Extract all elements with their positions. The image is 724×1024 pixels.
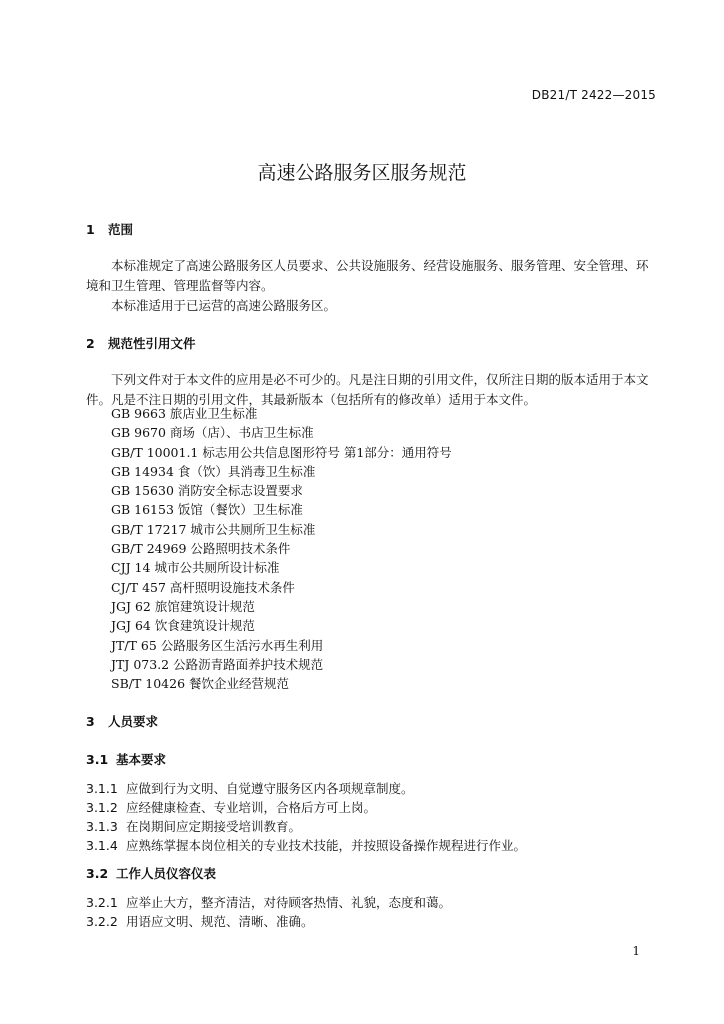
clause-3-2-2 <box>86 912 314 930</box>
subsection-title: 工作人员仪容仪表 <box>116 866 217 881</box>
section-number: 3 <box>86 714 95 729</box>
clause-text: 用语应文明、规范、清晰、准确。 <box>126 914 314 929</box>
reference-item: GB 9663 旅店业卫生标准 <box>111 406 258 421</box>
clause-number: 3.1.1 <box>86 781 118 796</box>
clause-number: 3.1.4 <box>86 838 118 853</box>
clause-number: 3.1.2 <box>86 800 118 815</box>
section-1-paragraph-2: 本标准适用于已运营的高速公路服务区。 <box>111 298 337 313</box>
clause-text: 应举止大方，整齐清洁，对待顾客热情、礼貌，态度和蔼。 <box>126 895 452 910</box>
subsection-number: 3.1 <box>86 752 109 767</box>
section-3-heading <box>86 712 158 730</box>
section-2-intro: 下列文件对于本文件的应用是必不可少的。凡是注日期的引用文件，仅所注日期的版本适用于本文件。凡是不注日期的引用文件，其最新版本（包括所有的修改单）适用于本文件。 <box>86 372 649 407</box>
section-2-heading <box>86 334 196 352</box>
clause-3-1-1 <box>86 779 414 797</box>
section-title: 范围 <box>108 222 134 237</box>
clause-3-2-1 <box>86 893 451 911</box>
section-number: 2 <box>86 336 95 351</box>
clause-3-1-3 <box>86 817 301 835</box>
clause-text: 应做到行为文明、自觉遵守服务区内各项规章制度。 <box>126 781 414 796</box>
page-number: 1 <box>632 944 640 958</box>
clause-text: 应经健康检查、专业培训，合格后方可上岗。 <box>126 800 377 815</box>
section-title: 人员要求 <box>108 714 159 729</box>
subsection-number: 3.2 <box>86 866 109 881</box>
standard-code: DB21/T 2422—2015 <box>531 88 656 102</box>
clause-number: 3.2.1 <box>86 895 118 910</box>
reference-item: JGJ 62 旅馆建筑设计规范 <box>111 598 255 614</box>
section-title: 规范性引用文件 <box>108 336 196 351</box>
reference-item: JGJ 64 饮食建筑设计规范 <box>111 618 255 634</box>
reference-item: GB/T 24969 公路照明技术条件 <box>111 541 291 557</box>
reference-item: JTJ 073.2 公路沥青路面养护技术规范 <box>111 656 324 672</box>
reference-item: GB 16153 饭馆（餐饮）卫生标准 <box>111 502 303 518</box>
section-number: 1 <box>86 222 95 237</box>
reference-item: JT/T 65 公路服务区生活污水再生利用 <box>111 637 324 653</box>
reference-item: CJ/T 457 高杆照明设施技术条件 <box>111 579 295 595</box>
reference-item: GB 14934 食（饮）具消毒卫生标准 <box>111 463 316 479</box>
subsection-3-2-heading <box>86 864 216 882</box>
clause-number: 3.1.3 <box>86 819 118 834</box>
clause-text: 应熟练掌握本岗位相关的专业技术技能，并按照设备操作规程进行作业。 <box>126 838 527 853</box>
subsection-3-1-heading <box>86 750 166 768</box>
clause-3-1-2 <box>86 798 376 816</box>
clause-number: 3.2.2 <box>86 914 118 929</box>
subsection-title: 基本要求 <box>116 752 167 767</box>
section-1-heading <box>86 220 133 238</box>
reference-item: GB/T 10001.1 标志用公共信息图形符号 第1部分：通用符号 <box>111 444 452 460</box>
clause-text: 在岗期间应定期接受培训教育。 <box>126 819 302 834</box>
reference-item: GB 9670 商场（店）、书店卫生标准 <box>111 425 314 441</box>
clause-3-1-4 <box>86 836 526 854</box>
section-1-paragraph-1: 本标准规定了高速公路服务区人员要求、公共设施服务、经营设施服务、服务管理、安全管理、环境和卫生管理、管理监督等内容。 <box>86 258 649 293</box>
reference-item: GB/T 17217 城市公共厕所卫生标准 <box>111 521 316 537</box>
reference-item: GB 15630 消防安全标志设置要求 <box>111 483 303 499</box>
reference-item: CJJ 14 城市公共厕所设计标准 <box>111 560 280 576</box>
document-title: 高速公路服务区服务规范 <box>257 162 467 184</box>
reference-item: SB/T 10426 餐饮企业经营规范 <box>111 676 290 692</box>
normative-reference-list <box>111 404 452 693</box>
